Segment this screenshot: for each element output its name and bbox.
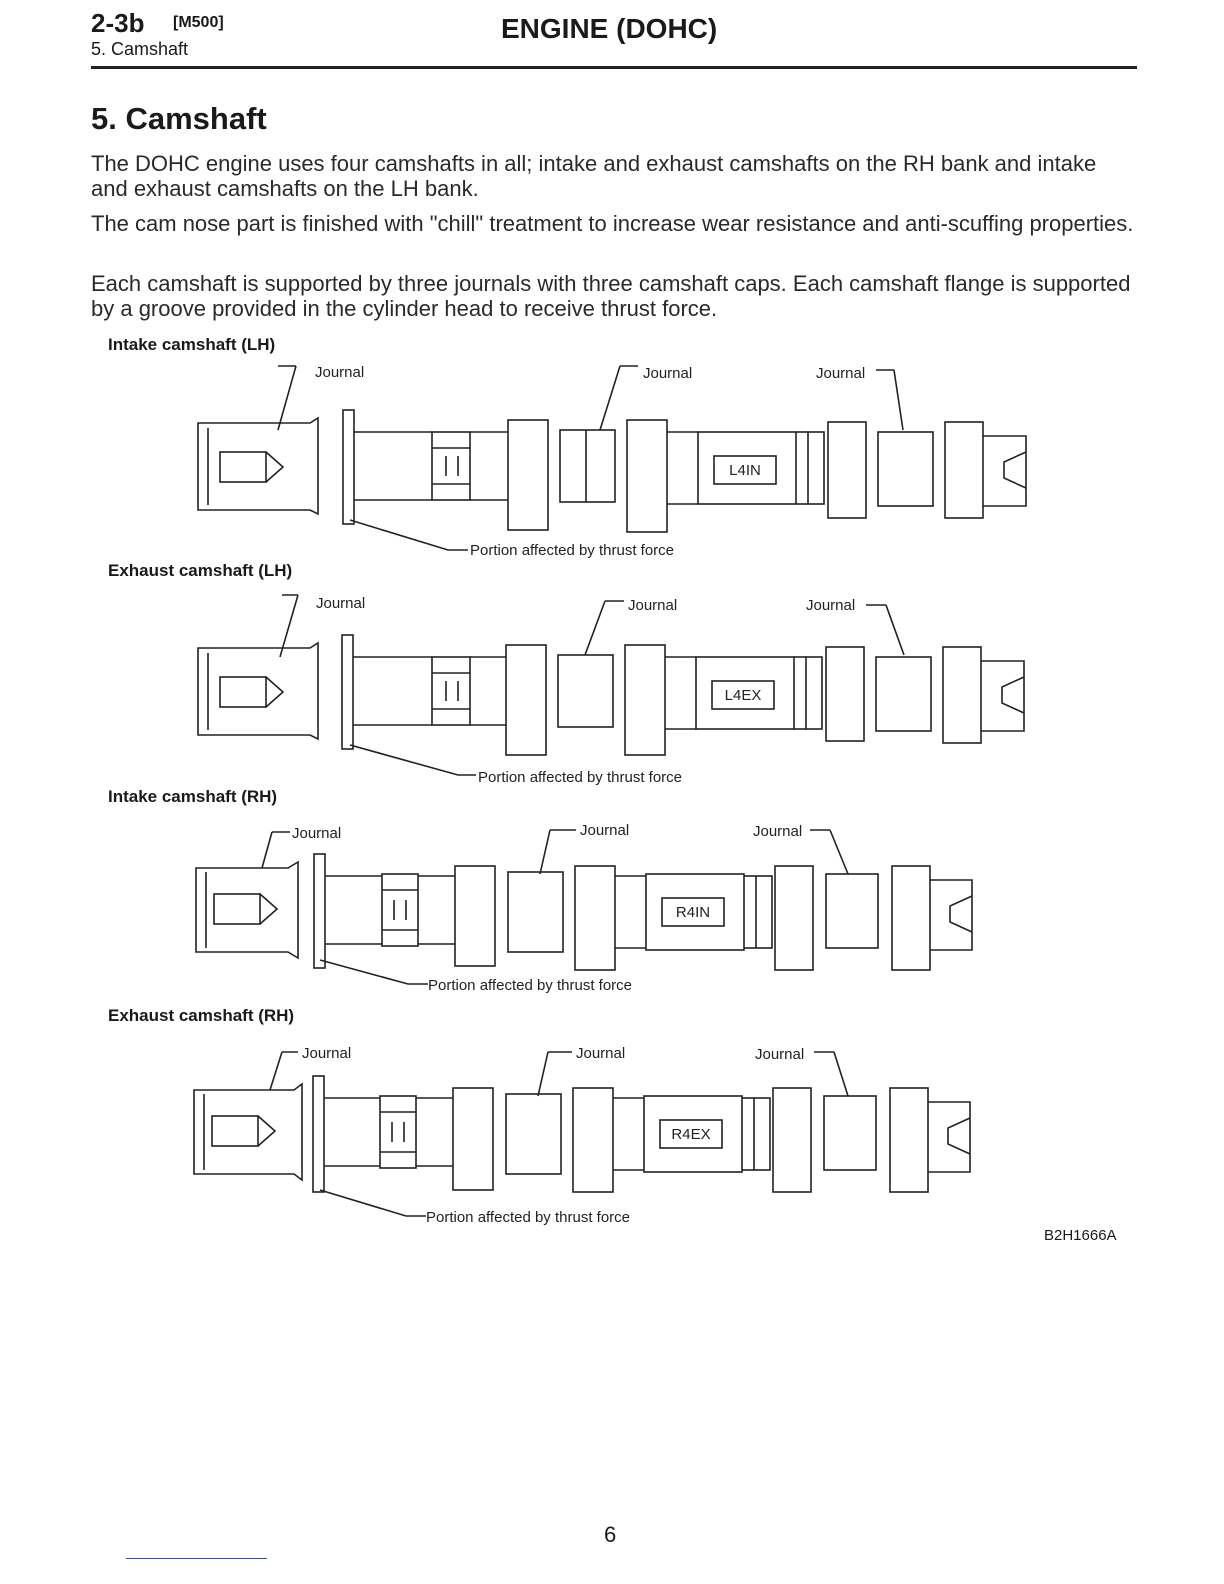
camshaft-diagram-exhaust-rh xyxy=(0,1030,1224,1230)
journal-label-center: Journal xyxy=(576,1045,626,1062)
page-number: 6 xyxy=(604,1522,617,1547)
section-code: [M500] xyxy=(173,14,224,31)
journal-label-rear: Journal xyxy=(806,597,856,614)
camshaft-diagram-intake-lh xyxy=(0,360,1224,560)
figure-id: B2H1666A xyxy=(1044,1227,1117,1244)
figure-caption-exhaust-lh: Exhaust camshaft (LH) xyxy=(108,561,293,580)
journal-label-rear: Journal xyxy=(816,365,866,382)
camshaft-marking: L4EX xyxy=(724,687,762,704)
subsection-label: 5. Camshaft xyxy=(91,39,189,59)
paragraph-chill-treatment: The cam nose part is finished with "chill" treatment to increase wear resistance and anti-scuffing properties. xyxy=(91,211,1134,236)
thrust-force-label: Portion affected by thrust force xyxy=(428,977,633,994)
journal-label-front: Journal xyxy=(292,825,342,842)
journal-label-front: Journal xyxy=(302,1045,352,1062)
camshaft-diagram-intake-rh xyxy=(0,810,1224,1000)
footer-link-line xyxy=(126,1558,267,1559)
camshaft-marking: L4IN xyxy=(729,462,761,479)
figure-caption-intake-lh: Intake camshaft (LH) xyxy=(108,335,276,354)
paragraph-journals: Each camshaft is supported by three journals with three camshaft caps. Each camshaft flange is supported by a groove provided in the cylinder head to receive thrust force. xyxy=(91,271,1131,321)
camshaft-diagram-exhaust-lh xyxy=(0,585,1224,790)
camshaft-marking: R4IN xyxy=(675,904,711,921)
paragraph-camshaft-count: The DOHC engine uses four camshafts in all; intake and exhaust camshafts on the RH bank and intake and exhaust camshafts on the LH bank. xyxy=(91,151,1097,201)
figure-caption-intake-rh: Intake camshaft (RH) xyxy=(108,787,278,806)
journal-label-center: Journal xyxy=(580,822,630,839)
header-divider xyxy=(91,66,1137,69)
journal-label-rear: Journal xyxy=(755,1046,805,1063)
journal-label-center: Journal xyxy=(643,365,693,382)
thrust-force-label: Portion affected by thrust force xyxy=(470,542,675,559)
section-number: 2-3b xyxy=(91,8,145,38)
thrust-force-label: Portion affected by thrust force xyxy=(478,769,683,786)
figure-caption-exhaust-rh: Exhaust camshaft (RH) xyxy=(108,1006,295,1025)
chapter-title: ENGINE (DOHC) xyxy=(501,13,718,44)
journal-label-rear: Journal xyxy=(753,823,803,840)
page-title: 5. Camshaft xyxy=(91,101,267,136)
journal-label-front: Journal xyxy=(316,595,366,612)
journal-label-front: Journal xyxy=(315,364,365,381)
camshaft-marking: R4EX xyxy=(671,1126,711,1143)
thrust-force-label: Portion affected by thrust force xyxy=(426,1209,631,1226)
page-header xyxy=(91,8,1137,70)
journal-label-center: Journal xyxy=(628,597,678,614)
